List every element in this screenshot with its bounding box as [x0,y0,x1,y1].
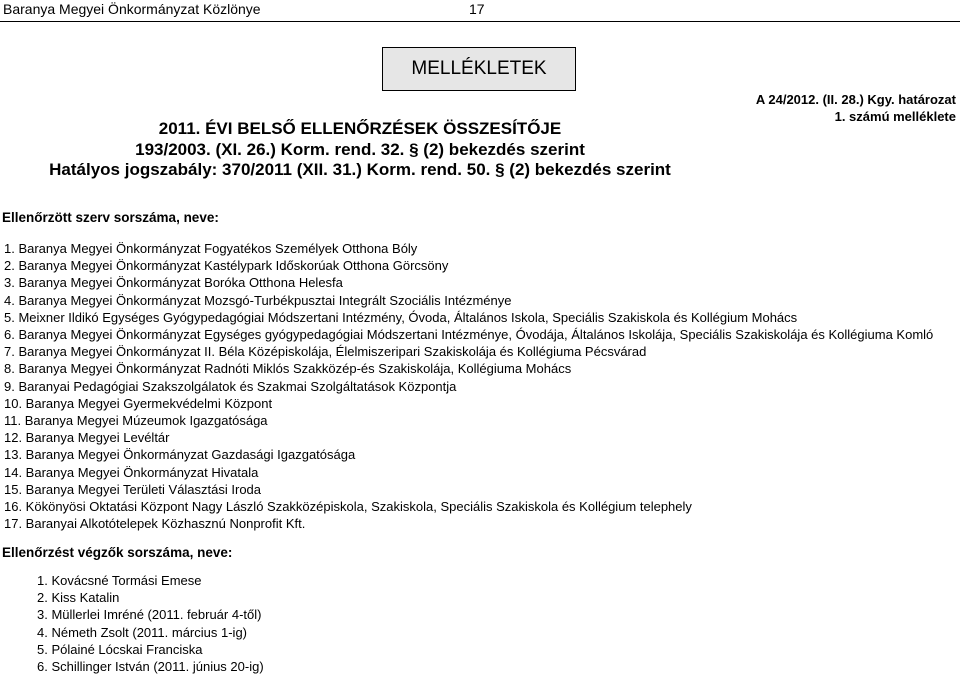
audited-list [4,240,957,532]
list-item: 17. Baranyai Alkotótelepek Közhasznú Nonprofit Kft. [4,516,306,532]
list-item: 16. Kökönyösi Oktatási Központ Nagy László Szakközépiskola, Szakiskola, Speciális Szakiskola és Kollégium telephely [4,499,692,515]
list-item: 13. Baranya Megyei Önkormányzat Gazdasági Igazgatósága [4,447,356,463]
auditors-list [37,572,264,675]
audited-heading: Ellenőrzött szerv sorszáma, neve: [2,210,219,225]
list-item: 4. Baranya Megyei Önkormányzat Mozsgó-Turbékpusztai Integrált Szociális Intézménye [4,292,512,308]
annex-number: 1. számú melléklete [834,109,956,124]
annex-title: MELLÉKLETEK [411,58,547,79]
annex-title-box [382,47,576,91]
title-line: 2011. ÉVI BELSŐ ELLENŐRZÉSEK ÖSSZESÍTŐJE [158,119,562,138]
list-item: 5. Meixner Ildikó Egységes Gyógypedagógiai Módszertani Intézmény, Óvoda, Általános Iskola, Speciális Szakiskola és Kollégium Mohács [4,309,798,325]
list-item: 10. Baranya Megyei Gyermekvédelmi Központ [4,395,273,411]
list-item: 6. Baranya Megyei Önkormányzat Egységes gyógypedagógiai Módszertani Intézménye, Óvodája, Általános Iskolája, Speciális Szakiskolája és Kollégiuma Komló [4,327,934,343]
list-item: 2. Kiss Katalin [37,590,120,606]
list-item: 1. Kovácsné Tormási Emese [37,573,202,588]
title-line: Hatályos jogszabály: 370/2011 (XII. 31.) Korm. rend. 50. § (2) bekezdés szerint [49,160,671,179]
header-divider [0,21,960,22]
resolution-reference-line: A 24/2012. (II. 28.) Kgy. határozat [755,92,956,107]
auditors-heading: Ellenőrzést végzők sorszáma, neve: [2,545,233,560]
title-line: 193/2003. (XI. 26.) Korm. rend. 32. § (2) bekezdés szerint [135,139,585,159]
list-item: 2. Baranya Megyei Önkormányzat Kastélypark Időskorúak Otthona Görcsöny [4,258,449,274]
list-item: 6. Schillinger István (2011. június 20-ig) [37,659,264,675]
list-item: 7. Baranya Megyei Önkormányzat II. Béla Középiskolája, Élelmiszeripari Szakiskolája és Kollégiuma Pécsvárad [4,344,647,360]
list-item: 3. Baranya Megyei Önkormányzat Boróka Otthona Helesfa [4,275,343,291]
list-item: 3. Müllerlei Imréné (2011. február 4-től) [37,607,262,623]
list-item: 11. Baranya Megyei Múzeumok Igazgatósága [4,413,268,429]
list-item: 1. Baranya Megyei Önkormányzat Fogyatékos Személyek Otthona Bóly [4,241,418,256]
list-item: 8. Baranya Megyei Önkormányzat Radnóti Miklós Szakközép-és Szakiskolája, Kollégiuma Mohács [4,361,572,377]
list-item: 4. Németh Zsolt (2011. március 1-ig) [37,624,247,640]
page-number: 17 [469,1,485,17]
list-item: 9. Baranyai Pedagógiai Szakszolgálatok és Szakmai Szolgáltatások Központja [4,378,457,394]
publication-title: Baranya Megyei Önkormányzat Közlönye [3,1,261,17]
list-item: 5. Pólainé Lócskai Franciska [37,641,203,657]
list-item: 12. Baranya Megyei Levéltár [4,430,170,446]
resolution-reference [756,91,956,125]
list-item: 15. Baranya Megyei Területi Választási Iroda [4,481,262,497]
list-item: 14. Baranya Megyei Önkormányzat Hivatala [4,464,259,480]
document-title [0,119,720,181]
